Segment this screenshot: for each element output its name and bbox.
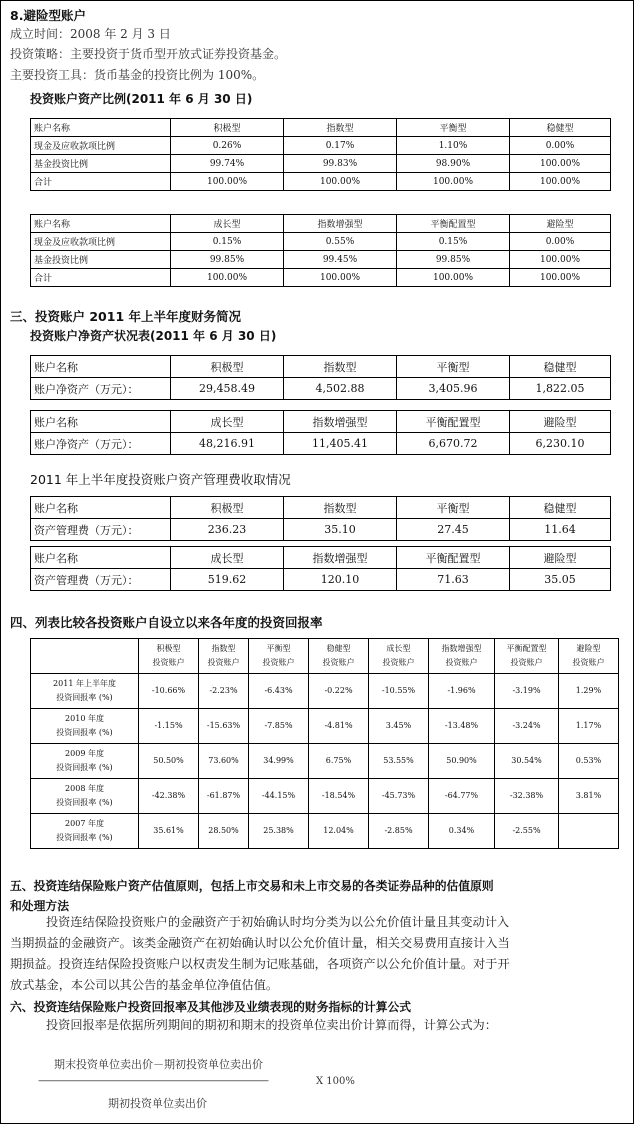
table-row xyxy=(31,779,619,814)
table-cell: 98.90% xyxy=(397,155,510,173)
table-row xyxy=(31,709,619,744)
table-cell: -15.63% xyxy=(199,709,249,744)
row-label: 2011 年上半年度 投资回报率 (%) xyxy=(31,674,139,709)
row-label: 2009 年度 投资回报率 (%) xyxy=(31,744,139,779)
row-label: 现金及应收款项比例 xyxy=(31,233,171,251)
table-cell: 100.00% xyxy=(397,173,510,191)
valuation-paragraph-line: 投资连结保险投资账户的金融资产于初始确认时均分类为以公允价值计量且其变动计入 xyxy=(46,915,510,929)
table-cell: 100.00% xyxy=(171,173,284,191)
header-cell: 积极型 投资账户 xyxy=(139,639,199,674)
table-cell: 6.75% xyxy=(309,744,369,779)
table-cell: 100.00% xyxy=(284,269,397,287)
table-cell: -42.38% xyxy=(139,779,199,814)
table-cell: 99.45% xyxy=(284,251,397,269)
table-cell: -44.15% xyxy=(249,779,309,814)
table-header-row xyxy=(31,547,611,569)
table-cell: 4,502.88 xyxy=(284,378,397,400)
table-cell: -2.55% xyxy=(495,814,559,849)
header-cell: 避险型 xyxy=(510,547,611,569)
header-cell: 指数增强型 投资账户 xyxy=(429,639,495,674)
return-rate-table xyxy=(30,638,619,849)
investment-tools: 主要投资工具：货币基金的投资比例为 100%。 xyxy=(10,68,265,82)
table-cell: 11.64 xyxy=(510,519,611,541)
header-cell: 稳健型 投资账户 xyxy=(309,639,369,674)
table-cell: 27.45 xyxy=(397,519,510,541)
valuation-paragraph-line: 当期损益的金融资产。该类金融资产在初始确认时以公允价值计量，相关交易费用直接计入当 xyxy=(10,936,510,950)
table-cell: 11,405.41 xyxy=(284,433,397,455)
table-cell: 0.55% xyxy=(284,233,397,251)
row-label: 2010 年度 投资回报率 (%) xyxy=(31,709,139,744)
table-cell: -3.19% xyxy=(495,674,559,709)
header-cell: 积极型 xyxy=(171,356,284,378)
formula-intro: 投资回报率是依据所列期间的期初和期末的投资单位卖出价计算而得，计算公式为： xyxy=(46,1018,497,1032)
table-cell: 100.00% xyxy=(510,155,611,173)
table-cell xyxy=(559,814,619,849)
table-cell: 100.00% xyxy=(510,269,611,287)
table-cell: 0.53% xyxy=(559,744,619,779)
row-label: 基金投资比例 xyxy=(31,251,171,269)
table-cell: 53.55% xyxy=(369,744,429,779)
table-cell: 120.10 xyxy=(284,569,397,591)
table-row xyxy=(31,569,611,591)
asset-ratio-title: 投资账户资产比例(2011 年 6 月 30 日) xyxy=(30,92,253,106)
table-cell: 99.85% xyxy=(171,251,284,269)
inception-date: 成立时间：2008 年 2 月 3 日 xyxy=(10,27,171,41)
table-header-row xyxy=(31,497,611,519)
table-cell: 35.10 xyxy=(284,519,397,541)
header-cell: 指数型 投资账户 xyxy=(199,639,249,674)
table-cell: 48,216.91 xyxy=(171,433,284,455)
table-header-row xyxy=(31,356,611,378)
table-cell: 0.00% xyxy=(510,233,611,251)
header-cell: 成长型 xyxy=(171,547,284,569)
row-label: 合计 xyxy=(31,173,171,191)
table-cell: 30.54% xyxy=(495,744,559,779)
header-cell: 成长型 投资账户 xyxy=(369,639,429,674)
table-cell: -7.85% xyxy=(249,709,309,744)
table-cell: 100.00% xyxy=(284,173,397,191)
row-label: 合计 xyxy=(31,269,171,287)
header-cell: 平衡配置型 xyxy=(397,215,510,233)
header-cell: 平衡型 投资账户 xyxy=(249,639,309,674)
table-row xyxy=(31,251,611,269)
header-cell: 平衡配置型 xyxy=(397,547,510,569)
header-cell: 积极型 xyxy=(171,119,284,137)
table-cell: -1.15% xyxy=(139,709,199,744)
section-8-title: 8.避险型账户 xyxy=(10,8,86,23)
header-cell: 避险型 投资账户 xyxy=(559,639,619,674)
table-cell: 1.17% xyxy=(559,709,619,744)
table-row xyxy=(31,137,611,155)
header-cell: 指数型 xyxy=(284,119,397,137)
section-3-title: 三、投资账户 2011 年上半年度财务简况 xyxy=(10,309,241,324)
table-cell: -1.96% xyxy=(429,674,495,709)
net-asset-table-a xyxy=(30,355,611,400)
table-cell: -64.77% xyxy=(429,779,495,814)
formula-multiplier: X 100% xyxy=(316,1076,355,1087)
table-cell: 6,670.72 xyxy=(397,433,510,455)
formula-fraction-rule: ——————————————————————— xyxy=(38,1074,268,1087)
table-cell: 3.81% xyxy=(559,779,619,814)
table-cell: -45.73% xyxy=(369,779,429,814)
table-cell: 0.15% xyxy=(171,233,284,251)
header-cell: 平衡配置型 投资账户 xyxy=(495,639,559,674)
table-cell: -10.55% xyxy=(369,674,429,709)
table-cell: -18.54% xyxy=(309,779,369,814)
table-cell: -4.81% xyxy=(309,709,369,744)
table-cell: 100.00% xyxy=(397,269,510,287)
table-cell: 100.00% xyxy=(510,173,611,191)
header-cell: 指数增强型 xyxy=(284,215,397,233)
header-cell: 指数型 xyxy=(284,356,397,378)
management-fee-table-b xyxy=(30,546,611,591)
table-cell: 0.15% xyxy=(397,233,510,251)
header-cell: 平衡配置型 xyxy=(397,411,510,433)
table-cell: -2.85% xyxy=(369,814,429,849)
table-cell: 0.17% xyxy=(284,137,397,155)
table-cell: -32.38% xyxy=(495,779,559,814)
corner-cell xyxy=(31,639,139,674)
row-label: 现金及应收款项比例 xyxy=(31,137,171,155)
header-cell: 积极型 xyxy=(171,497,284,519)
table-row xyxy=(31,155,611,173)
table-cell: 50.50% xyxy=(139,744,199,779)
table-cell: 0.34% xyxy=(429,814,495,849)
row-label: 2008 年度 投资回报率 (%) xyxy=(31,779,139,814)
table-cell: 519.62 xyxy=(171,569,284,591)
table-cell: 99.83% xyxy=(284,155,397,173)
valuation-paragraph-line: 期损益。投资连结保险投资账户以权责发生制为记账基础，各项资产以公允价值计量。对于开 xyxy=(10,957,510,971)
net-asset-table-b xyxy=(30,410,611,455)
table-cell: 28.50% xyxy=(199,814,249,849)
section-5-title-line2: 和处理方法 xyxy=(10,899,69,913)
table-cell: 0.26% xyxy=(171,137,284,155)
header-cell: 成长型 xyxy=(171,411,284,433)
table-row xyxy=(31,433,611,455)
net-asset-title: 投资账户净资产状况表(2011 年 6 月 30 日) xyxy=(30,329,277,343)
table-cell: 29,458.49 xyxy=(171,378,284,400)
header-cell: 避险型 xyxy=(510,411,611,433)
row-label: 基金投资比例 xyxy=(31,155,171,173)
section-5-title-line1: 五、投资连结保险账户资产估值原则，包括上市交易和未上市交易的各类证券品种的估值原则 xyxy=(10,879,494,893)
table-cell: 0.00% xyxy=(510,137,611,155)
table-cell: -13.48% xyxy=(429,709,495,744)
header-cell: 指数增强型 xyxy=(284,547,397,569)
header-cell: 账户名称 xyxy=(31,215,171,233)
row-label: 资产管理费（万元）： xyxy=(31,519,171,541)
header-cell: 平衡型 xyxy=(397,497,510,519)
table-cell: 100.00% xyxy=(171,269,284,287)
table-cell: 50.90% xyxy=(429,744,495,779)
formula-numerator: 期末投资单位卖出价－期初投资单位卖出价 xyxy=(54,1058,263,1071)
section-4-title: 四、列表比较各投资账户自设立以来各年度的投资回报率 xyxy=(10,615,323,630)
table-header-row xyxy=(31,215,611,233)
header-cell: 指数增强型 xyxy=(284,411,397,433)
table-cell: 12.04% xyxy=(309,814,369,849)
table-row xyxy=(31,674,619,709)
formula-denominator: 期初投资单位卖出价 xyxy=(108,1097,207,1110)
header-cell: 平衡型 xyxy=(397,119,510,137)
table-row xyxy=(31,269,611,287)
asset-ratio-table-b xyxy=(30,214,611,287)
table-cell: -2.23% xyxy=(199,674,249,709)
row-label: 2007 年度 投资回报率 (%) xyxy=(31,814,139,849)
table-cell: -6.43% xyxy=(249,674,309,709)
header-cell: 账户名称 xyxy=(31,119,171,137)
row-label: 账户净资产（万元）： xyxy=(31,433,171,455)
header-cell: 成长型 xyxy=(171,215,284,233)
table-cell: 6,230.10 xyxy=(510,433,611,455)
section-6-title: 六、投资连结保险账户投资回报率及其他涉及业绩表现的财务指标的计算公式 xyxy=(10,1000,412,1014)
asset-ratio-table-a xyxy=(30,118,611,191)
table-row xyxy=(31,744,619,779)
table-cell: -61.87% xyxy=(199,779,249,814)
table-row xyxy=(31,233,611,251)
investment-strategy: 投资策略：主要投资于货币型开放式证券投资基金。 xyxy=(10,47,287,61)
table-cell: 25.38% xyxy=(249,814,309,849)
table-cell: 73.60% xyxy=(199,744,249,779)
table-cell: 1,822.05 xyxy=(510,378,611,400)
row-label: 资产管理费（万元）： xyxy=(31,569,171,591)
table-cell: 1.29% xyxy=(559,674,619,709)
table-cell: 99.74% xyxy=(171,155,284,173)
header-cell: 账户名称 xyxy=(31,356,171,378)
table-header-row xyxy=(31,411,611,433)
table-cell: 35.61% xyxy=(139,814,199,849)
table-row xyxy=(31,519,611,541)
table-cell: -3.24% xyxy=(495,709,559,744)
management-fee-table-a xyxy=(30,496,611,541)
row-label: 账户净资产（万元）： xyxy=(31,378,171,400)
table-cell: -0.22% xyxy=(309,674,369,709)
header-cell: 账户名称 xyxy=(31,547,171,569)
table-row xyxy=(31,173,611,191)
table-header-row xyxy=(31,639,619,674)
table-cell: 34.99% xyxy=(249,744,309,779)
valuation-paragraph-line: 放式基金，本公司以其公告的基金单位净值估值。 xyxy=(10,978,279,992)
management-fee-title: 2011 年上半年度投资账户资产管理费收取情况 xyxy=(30,472,291,487)
header-cell: 稳健型 xyxy=(510,356,611,378)
table-cell: 100.00% xyxy=(510,251,611,269)
table-header-row xyxy=(31,119,611,137)
header-cell: 稳健型 xyxy=(510,497,611,519)
header-cell: 平衡型 xyxy=(397,356,510,378)
header-cell: 避险型 xyxy=(510,215,611,233)
table-row xyxy=(31,378,611,400)
header-cell: 指数型 xyxy=(284,497,397,519)
header-cell: 账户名称 xyxy=(31,411,171,433)
header-cell: 账户名称 xyxy=(31,497,171,519)
table-cell: 71.63 xyxy=(397,569,510,591)
header-cell: 稳健型 xyxy=(510,119,611,137)
table-cell: 1.10% xyxy=(397,137,510,155)
table-cell: 3,405.96 xyxy=(397,378,510,400)
table-cell: 3.45% xyxy=(369,709,429,744)
table-cell: 236.23 xyxy=(171,519,284,541)
table-cell: 99.85% xyxy=(397,251,510,269)
table-cell: -10.66% xyxy=(139,674,199,709)
table-cell: 35.05 xyxy=(510,569,611,591)
table-row xyxy=(31,814,619,849)
